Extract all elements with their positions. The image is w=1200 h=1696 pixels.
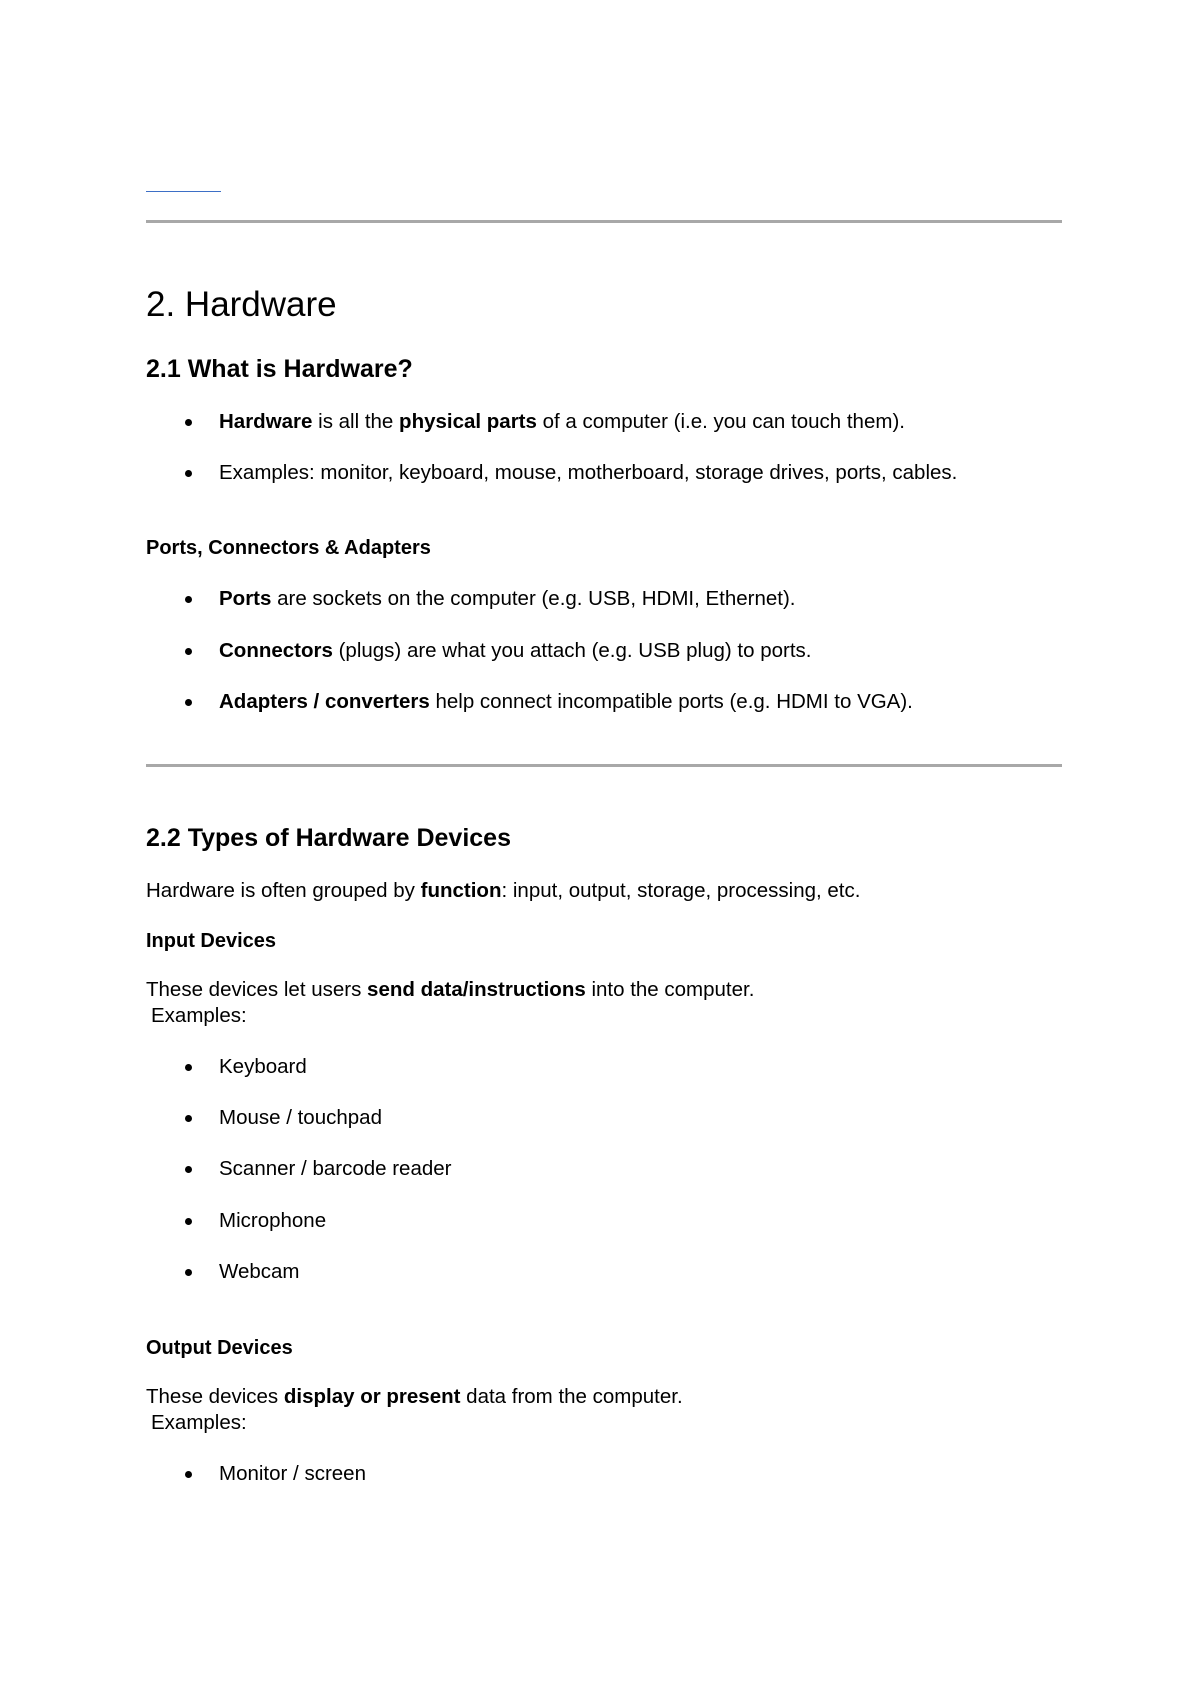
bullet-icon	[185, 419, 192, 426]
input-devices-description: These devices let users send data/instructions into the computer.	[146, 978, 755, 1001]
list-item: Keyboard	[219, 1055, 307, 1078]
bullet-icon	[185, 596, 192, 603]
bullet-icon	[185, 699, 192, 706]
bullet-icon	[185, 1471, 192, 1478]
output-devices-subheading: Output Devices	[146, 1337, 293, 1359]
list-item: Hardware is all the physical parts of a computer (i.e. you can touch them).	[219, 410, 905, 433]
bullet-icon	[185, 648, 192, 655]
bullet-icon	[185, 1166, 192, 1173]
list-item: Connectors (plugs) are what you attach (e.g. USB plug) to ports.	[219, 639, 812, 662]
page-title: 2. Hardware	[146, 285, 337, 324]
output-devices-description: These devices display or present data from the computer.	[146, 1385, 683, 1408]
list-item: Webcam	[219, 1260, 300, 1283]
section-2-2-intro: Hardware is often grouped by function: input, output, storage, processing, etc.	[146, 879, 861, 902]
input-examples-label: Examples:	[151, 1004, 247, 1027]
link-underline[interactable]	[146, 191, 221, 192]
bullet-icon	[185, 1269, 192, 1276]
list-item: Microphone	[219, 1209, 327, 1232]
bullet-icon	[185, 470, 192, 477]
horizontal-rule	[146, 220, 1062, 223]
bullet-icon	[185, 1064, 192, 1071]
horizontal-rule	[146, 764, 1062, 767]
section-2-2-title: 2.2 Types of Hardware Devices	[146, 824, 511, 852]
list-item: Examples: monitor, keyboard, mouse, motherboard, storage drives, ports, cables.	[219, 461, 958, 484]
list-item: Ports are sockets on the computer (e.g. USB, HDMI, Ethernet).	[219, 587, 796, 610]
list-item: Mouse / touchpad	[219, 1106, 382, 1129]
output-examples-label: Examples:	[151, 1411, 247, 1434]
section-2-1-title: 2.1 What is Hardware?	[146, 355, 413, 383]
list-item: Adapters / converters help connect incompatible ports (e.g. HDMI to VGA).	[219, 690, 913, 713]
list-item: Scanner / barcode reader	[219, 1157, 452, 1180]
list-item: Monitor / screen	[219, 1462, 366, 1485]
bullet-icon	[185, 1115, 192, 1122]
ports-subheading: Ports, Connectors & Adapters	[146, 537, 431, 559]
input-devices-subheading: Input Devices	[146, 930, 277, 952]
bullet-icon	[185, 1218, 192, 1225]
